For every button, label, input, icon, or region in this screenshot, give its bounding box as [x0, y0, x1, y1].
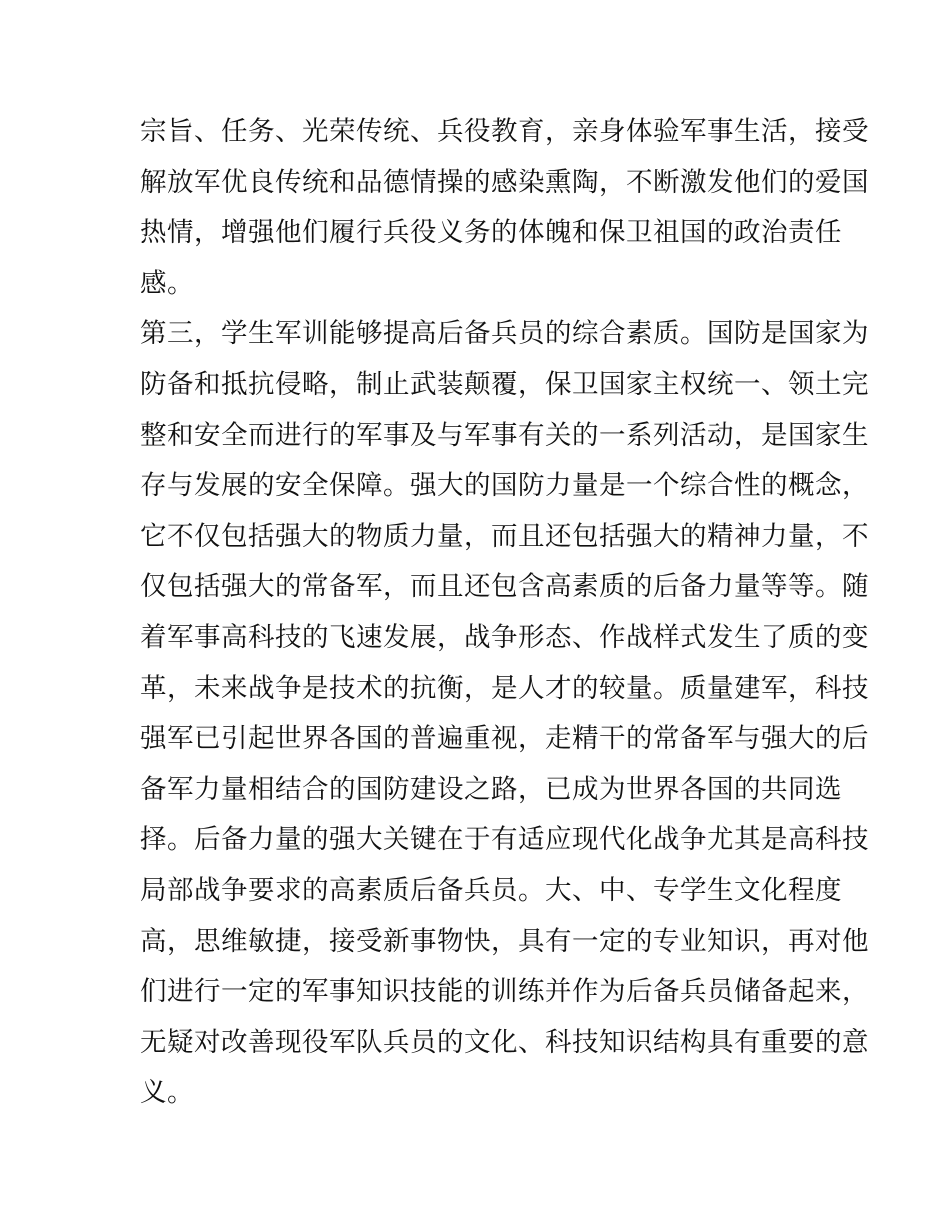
text-line: 解放军优良传统和品德情操的感染熏陶，不断激发他们的爱国 [140, 166, 869, 198]
text-line: 感。 [140, 267, 194, 299]
text-line: 备军力量相结合的国防建设之路，已成为世界各国的共同选 [140, 773, 842, 805]
text-line: 义。 [140, 1077, 194, 1109]
text-line: 们进行一定的军事知识技能的训练并作为后备兵员储备起来， [140, 976, 869, 1008]
text-line: 防备和抵抗侵略，制止武装颠覆，保卫国家主权统一、领土完 [140, 368, 869, 400]
text-line: 宗旨、任务、光荣传统、兵役教育，亲身体验军事生活，接受 [140, 116, 869, 147]
text-line: 它不仅包括强大的物质力量，而且还包括强大的精神力量，不 [140, 520, 869, 552]
text-line: 整和安全而进行的军事及与军事有关的一系列活动，是国家生 [140, 419, 869, 451]
text-line: 择。后备力量的强大关键在于有适应现代化战争尤其是高科技 [140, 824, 869, 856]
text-line: 无疑对改善现役军队兵员的文化、科技知识结构具有重要的意 [140, 1026, 869, 1058]
text-line: 高，思维敏捷，接受新事物快，具有一定的专业知识，再对他 [140, 925, 869, 957]
body-text [140, 107, 869, 1119]
text-line: 革，未来战争是技术的抗衡，是人才的较量。质量建军，科技 [140, 672, 869, 704]
text-line: 存与发展的安全保障。强大的国防力量是一个综合性的概念， [140, 470, 869, 502]
text-line: 仅包括强大的常备军，而且还包含高素质的后备力量等等。随 [140, 571, 869, 603]
text-line: 强军已引起世界各国的普遍重视，走精干的常备军与强大的后 [140, 723, 869, 755]
text-line: 热情，增强他们履行兵役义务的体魄和保卫祖国的政治责任 [140, 217, 842, 249]
text-line: 着军事高科技的飞速发展，战争形态、作战样式发生了质的变 [140, 621, 869, 653]
text-line: 局部战争要求的高素质后备兵员。大、中、专学生文化程度 [140, 874, 842, 906]
text-line: 第三，学生军训能够提高后备兵员的综合素质。国防是国家为 [140, 318, 869, 350]
